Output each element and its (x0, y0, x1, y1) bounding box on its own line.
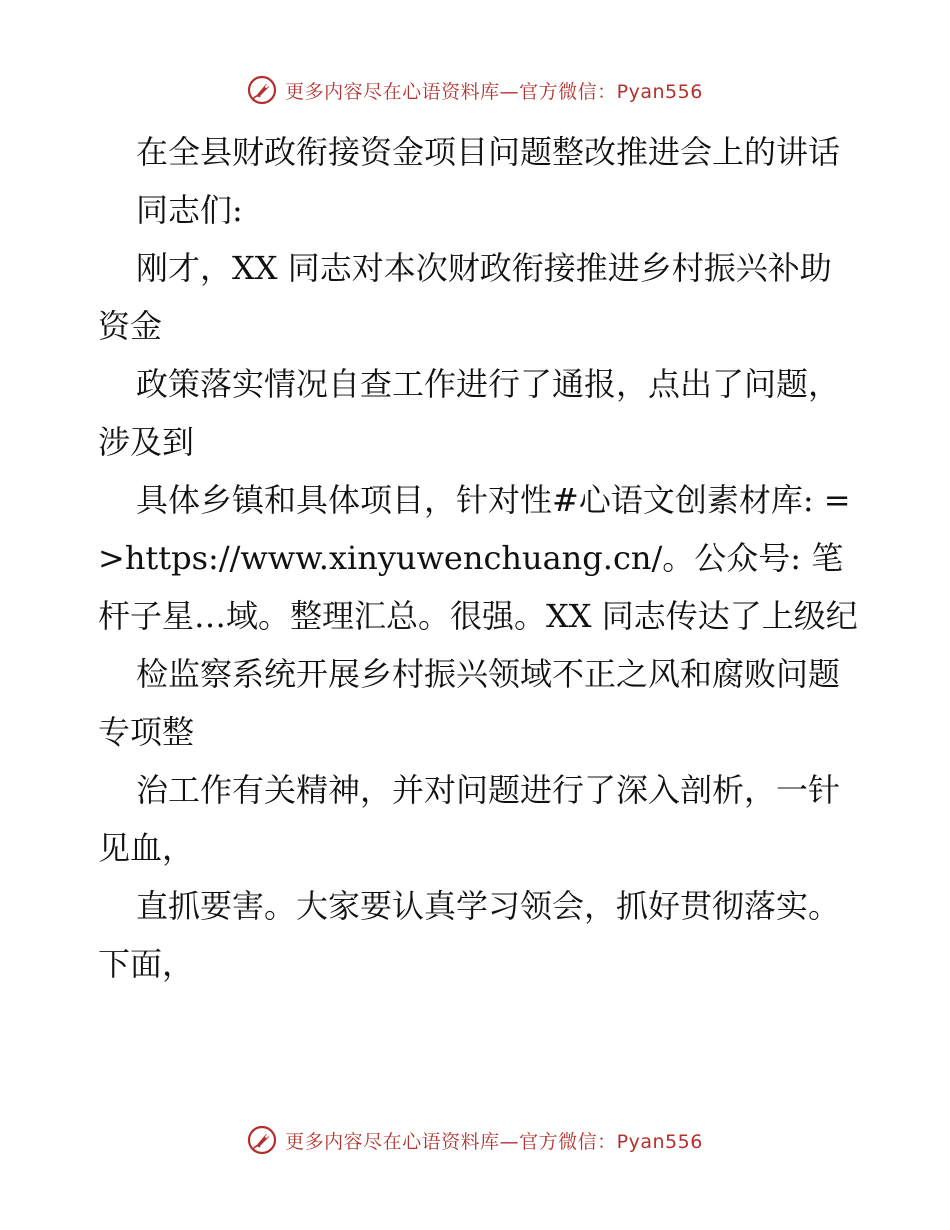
footer-banner-text: 更多内容尽在心语资料库—官方微信：Pyan556 (285, 1130, 703, 1153)
header-banner-text: 更多内容尽在心语资料库—官方微信：Pyan556 (285, 80, 703, 103)
footer-banner (0, 1120, 950, 1160)
pen-nib-logo-icon (247, 75, 277, 105)
body-paragraph: 刚才，XX 同志对本次财政衔接推进乡村振兴补助资金 (98, 249, 832, 345)
body-paragraph: 直抓要害。大家要认真学习领会，抓好贯彻落实。下面， (98, 887, 841, 983)
pen-nib-logo-icon (247, 1125, 277, 1155)
body-paragraph: 治工作有关精神，并对问题进行了深入剖析，一针见血， (98, 771, 841, 867)
body-paragraph: 具体乡镇和具体项目，针对性#心语文创素材库: =>https://www.xinyuwenchuang.cn/。公众号: 笔杆子星…域。整理汇总。很强。XX 同志传达了上级纪 (98, 481, 858, 635)
salutation: 同志们: (136, 191, 243, 229)
body-paragraph: 检监察系统开展乡村振兴领域不正之风和腐败问题专项整 (98, 655, 841, 751)
header-banner (0, 70, 950, 110)
body-paragraph: 政策落实情况自查工作进行了通报，点出了问题，涉及到 (98, 365, 841, 461)
document-title: 在全县财政衔接资金项目问题整改推进会上的讲话 (136, 133, 841, 171)
document-body (98, 123, 858, 993)
